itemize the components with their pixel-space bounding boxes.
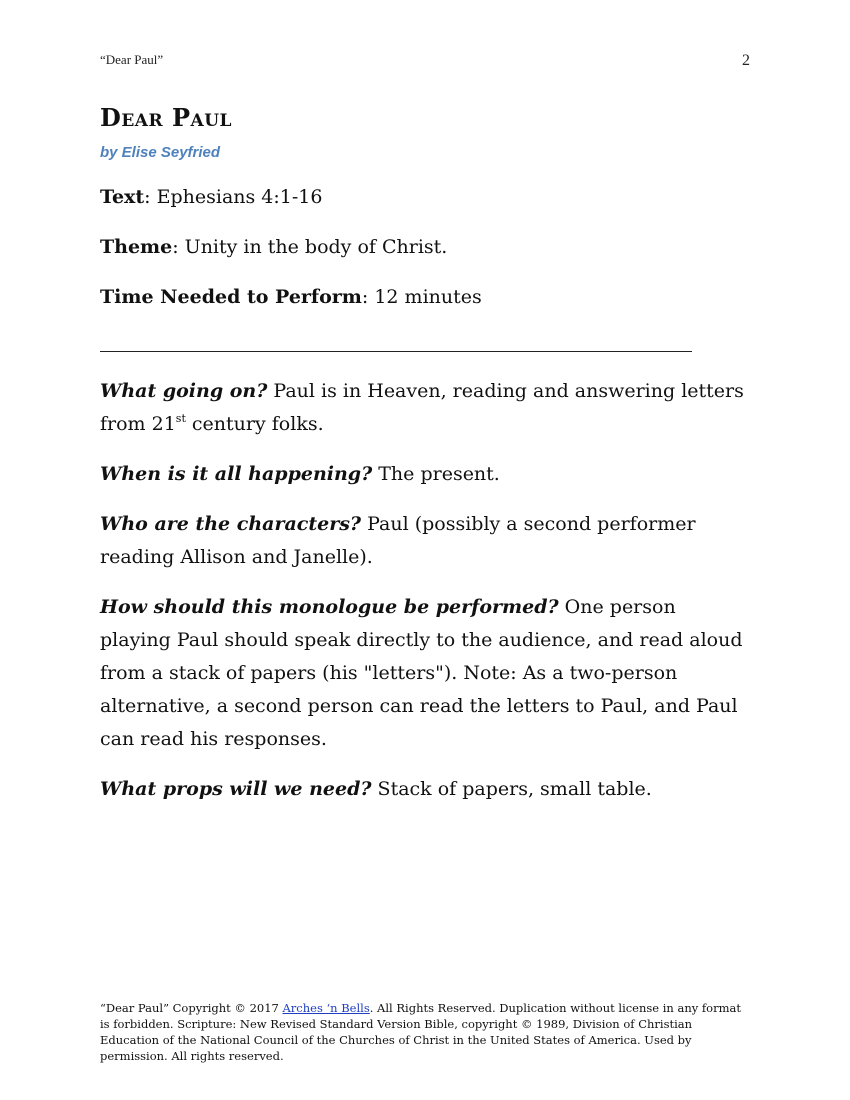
answer-going-on-part2: century folks. xyxy=(185,413,324,435)
theme-value: : Unity in the body of Christ. xyxy=(172,236,448,258)
answer-going-on-part1: Paul is in Heaven, reading and answering letters from 21 xyxy=(100,380,744,435)
text-value: : Ephesians 4:1-16 xyxy=(144,186,323,208)
answer-who: Paul (possibly a second performer reading Allison and Janelle). xyxy=(100,513,696,568)
question-how: How should this monologue be performed? xyxy=(100,596,559,618)
answer-props: Stack of papers, small table. xyxy=(371,778,652,800)
qa-props xyxy=(100,773,750,806)
rule-line xyxy=(100,335,692,352)
footer-text-after-link: . All Rights Reserved. Duplication without license in any format is forbidden. Scripture: New Revised Standard Version Bible, copyright © 1989, Division of Christian Education of the National Council of the Churches of Christ in the United States of America. Used by permission. All rights reserved. xyxy=(100,1001,741,1063)
document-body xyxy=(100,100,750,806)
question-going-on: What going on? xyxy=(100,380,268,402)
answer-going-on-superscript: st xyxy=(175,412,186,425)
text-label: Text xyxy=(100,186,145,208)
question-when: When is it all happening? xyxy=(100,463,373,485)
text-field xyxy=(100,183,750,211)
answer-when: The present. xyxy=(372,463,500,485)
page-number: 2 xyxy=(742,52,750,69)
arches-n-bells-link[interactable]: Arches ‘n Bells xyxy=(282,1001,370,1015)
qa-when xyxy=(100,458,750,491)
question-who: Who are the characters? xyxy=(100,513,362,535)
running-header: “Dear Paul” xyxy=(100,52,164,67)
qa-going-on xyxy=(100,375,750,441)
answer-how: One person playing Paul should speak directly to the audience, and read aloud from a stack of papers (his "letters"). Note: As a two-person alternative, a second person can read the letters to Paul, and Paul can read his responses. xyxy=(100,596,743,750)
document-title xyxy=(100,100,750,136)
question-props: What props will we need? xyxy=(100,778,372,800)
time-label: Time Needed to Perform xyxy=(100,286,362,308)
time-field xyxy=(100,283,750,311)
theme-field xyxy=(100,233,750,261)
qa-how xyxy=(100,591,750,756)
copyright-footer xyxy=(100,1000,750,1064)
title-first-cap: D xyxy=(100,103,122,132)
author-byline: by Elise Seyfried xyxy=(100,144,221,161)
title-first-rest: ear xyxy=(121,103,164,132)
theme-label: Theme xyxy=(100,236,173,258)
qa-who xyxy=(100,508,750,574)
footer-text-before-link: “Dear Paul” Copyright © 2017 xyxy=(100,1001,283,1015)
time-value: : 12 minutes xyxy=(361,286,482,308)
title-second-rest: aul xyxy=(190,103,232,132)
title-second-cap: P xyxy=(171,103,191,132)
horizontal-rule xyxy=(100,335,750,357)
